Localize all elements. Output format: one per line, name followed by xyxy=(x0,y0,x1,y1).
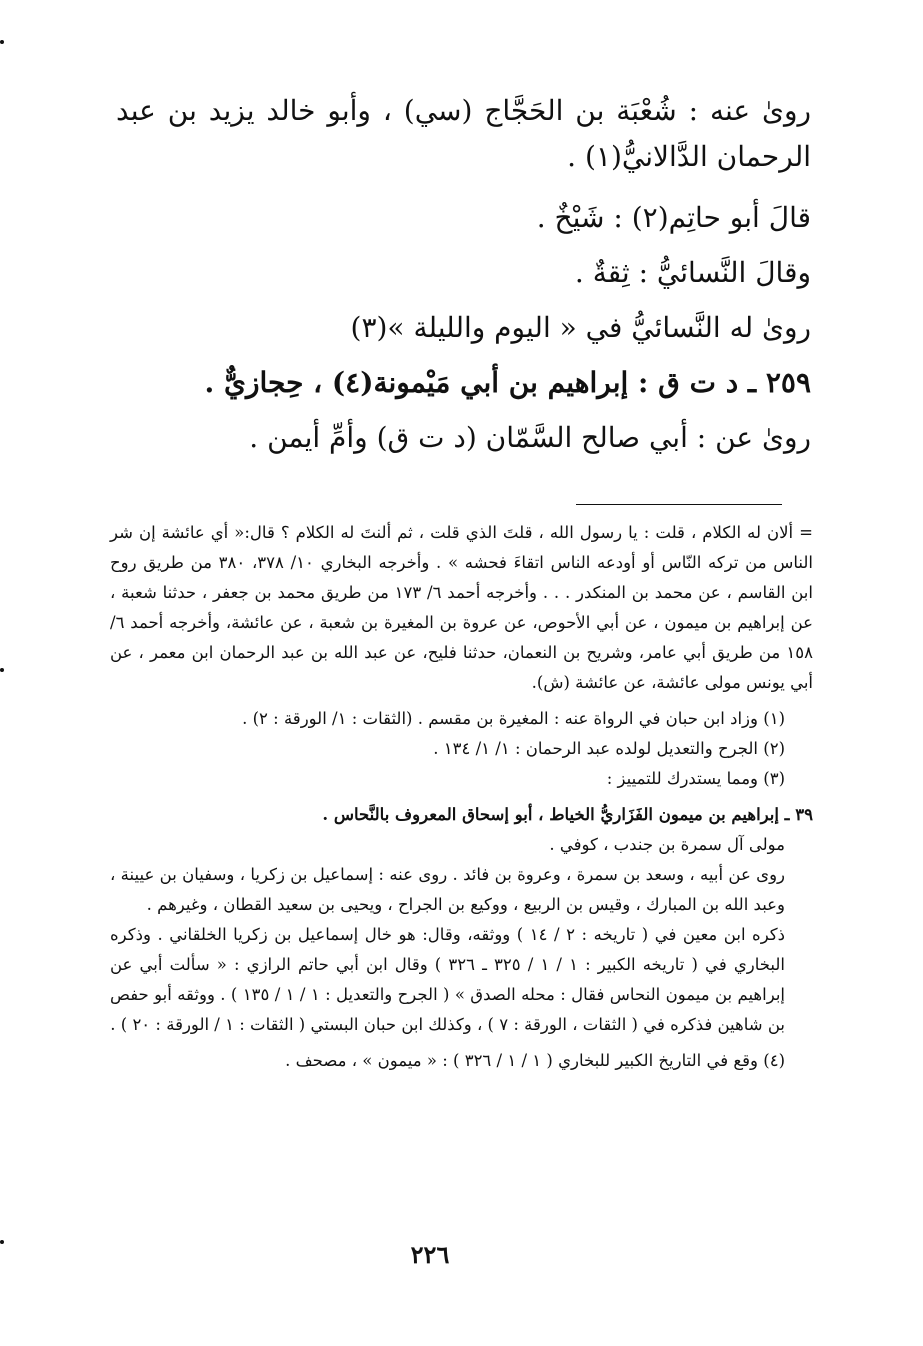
binding-mark xyxy=(0,1240,4,1244)
footnote-continuation: = ألان له الكلام ، قلت : يا رسول الله ، قلتَ الذي قلت ، ثم ألنتَ له الكلام ؟ قال:« أي عائشة إن شر الناس من تركه النّاس أو أودعه الناس اتقاءَ فحشه » . وأخرجه البخاري ١٠/ ٣٧٨، ٣٨٠ من طريق روح ابن القاسم ، عن محمد بن المنكدر . . . وأخرجه أحمد ٦/ ١٧٣ من طريق محمد بن جعفر ، حدثنا شعبة ، عن إبراهيم بن ميمون ، عن أبي الأحوص، عن عروة بن المغيرة بن شعبة ، عن عائشة، وأخرجه أحمد ٦/ ١٥٨ من طريق أبي عامر، وشريح بن النعمان، حدثنا فليح، عن عبد الله بن عبد الرحمان ابن معمر ، عن أبي يونس مولى عائشة، عن عائشة (ش). xyxy=(110,523,813,692)
footnote-paragraph: روى عن أبيه ، وسعد بن سمرة ، وعروة بن فائد . روى عنه : إسماعيل بن زكريا ، وسفيان بن عيينة ، وعبد الله بن المبارك ، وقيس بن الربيع ، ووكيع بن الجراح ، ويحيى بن سعيد القطان ، وغيرهم . xyxy=(110,865,785,914)
main-paragraph: وقالَ النَّسائيُّ : ثِقةٌ . xyxy=(574,256,811,289)
footnote-entry-heading: ٣٩ ـ إبراهيم بن ميمون الفَزَاريُّ الخياط ، أبو إسحاق المعروف بالنَّحاس . xyxy=(322,805,813,824)
footnote: (١) وزاد ابن حبان في الرواة عنه : المغيرة بن مقسم . (الثقات : ١/ الورقة : ٢) . xyxy=(242,709,785,728)
main-paragraph: روىٰ عنه : شُعْبَة بن الحَجَّاج (سي) ، وأبو خالد يزيد بن عبد الرحمان الدَّالانيُّ(١) . xyxy=(116,94,811,173)
footnote: (٢) الجرح والتعديل لولده عبد الرحمان : ١/ ١/ ١٣٤ . xyxy=(433,739,785,758)
binding-mark xyxy=(0,668,4,672)
footnote-paragraph: مولى آل سمرة بن جندب ، كوفي . xyxy=(549,835,785,854)
footnote-divider xyxy=(576,504,782,505)
footnotes xyxy=(110,518,813,1076)
footnote: (٣) ومما يستدرك للتمييز : xyxy=(606,769,785,788)
binding-mark xyxy=(0,40,4,44)
main-paragraph: قالَ أبو حاتِم(٢) : شَيْخٌ . xyxy=(536,201,811,234)
main-text xyxy=(116,88,811,465)
entry-heading: ٢٥٩ ـ د ت ق : إبراهيم بن أبي مَيْمونة(٤) ، حِجازيٌّ . xyxy=(204,366,811,399)
footnote-paragraph: ذكره ابن معين في ( تاريخه : ٢ / ١٤ ) ووثقه، وقال: هو خال إسماعيل بن زكريا الخلقاني . وذكره البخاري في ( تاريخه الكبير : ١ / ١ / ٣٢٥ ـ ٣٢٦ ) وقال ابن أبي حاتم الرازي : « سألت أبي عن إبراهيم بن ميمون النحاس فقال : محله الصدق » ( الجرح والتعديل : ١ / ١ / ١٣٥ ) . ووثقه أبو حفص بن شاهين فذكره في ( الثقات ، الورقة : ٧ ) ، وكذلك ابن حبان البستي ( الثقات : ١ / الورقة : ٢٠ ) . xyxy=(110,925,786,1034)
page-number: ٢٢٦ xyxy=(410,1240,450,1269)
main-paragraph: روىٰ له النَّسائيُّ في « اليوم والليلة »(٣) xyxy=(350,311,811,344)
footnote: (٤) وقع في التاريخ الكبير للبخاري ( ١ / ١ / ٣٢٦ ) : « ميمون » ، مصحف . xyxy=(285,1051,785,1070)
main-paragraph: روىٰ عن : أبي صالح السَّمّان (د ت ق) وأمِّ أيمن . xyxy=(249,421,811,454)
